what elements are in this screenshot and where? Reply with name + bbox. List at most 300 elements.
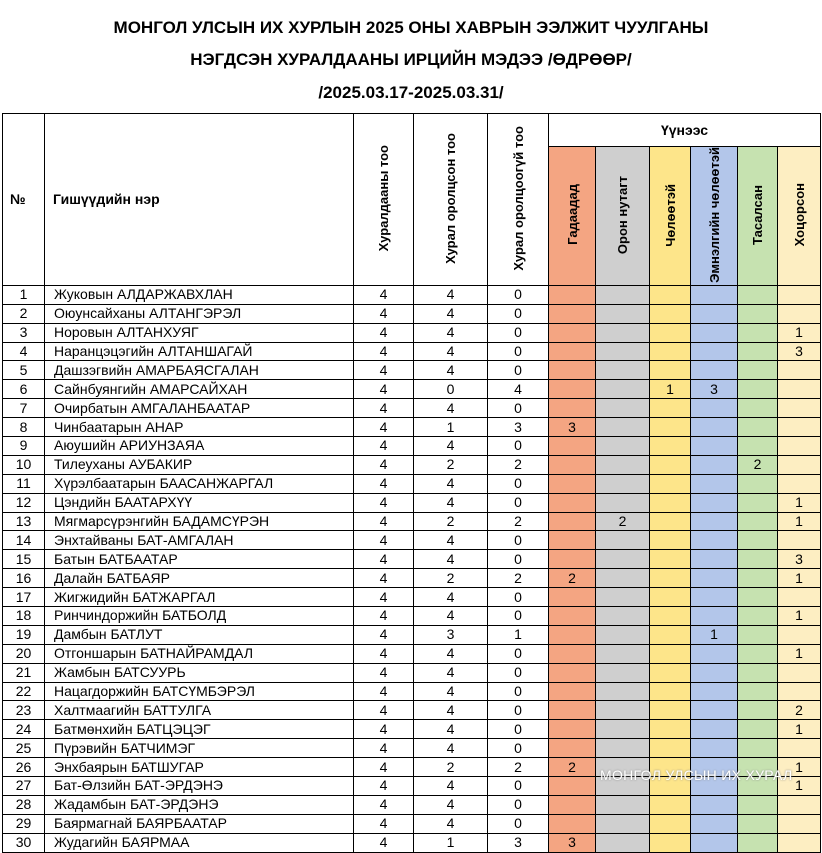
reason-sick-leave-count (691, 436, 738, 455)
watermark: МОНГОЛ УЛСЫН ИХ ХУРАЛ (600, 767, 793, 783)
reason-leave-count (650, 323, 691, 342)
table-row (3, 550, 821, 569)
table-row (3, 625, 821, 644)
table-row (3, 455, 821, 474)
reason-truant-count (738, 720, 778, 739)
row-number: 14 (3, 531, 45, 550)
row-number: 20 (3, 644, 45, 663)
reason-late-count (778, 361, 821, 380)
sessions-count: 4 (354, 304, 414, 323)
row-number: 7 (3, 399, 45, 418)
row-number: 12 (3, 493, 45, 512)
reason-leave-count: 1 (650, 380, 691, 399)
attended-count: 1 (414, 418, 488, 437)
reason-sick-leave-count (691, 607, 738, 626)
reason-truant-count (738, 493, 778, 512)
attended-count: 4 (414, 720, 488, 739)
row-number: 5 (3, 361, 45, 380)
sessions-count: 4 (354, 550, 414, 569)
reason-local-area-count (596, 777, 650, 796)
sessions-count: 4 (354, 418, 414, 437)
reason-truant-count (738, 777, 778, 796)
reason-leave-count (650, 814, 691, 833)
reason-sick-leave-count (691, 739, 738, 758)
sessions-count: 4 (354, 795, 414, 814)
table-row (3, 474, 821, 493)
sessions-count: 4 (354, 285, 414, 304)
absent-count: 0 (488, 682, 549, 701)
header-attended: Хурал оролцсон тоо (414, 114, 488, 286)
reason-local-area-count (596, 493, 650, 512)
reason-abroad-count (549, 701, 596, 720)
reason-local-area-count (596, 833, 650, 852)
reason-leave-count (650, 550, 691, 569)
attended-count: 4 (414, 399, 488, 418)
row-number: 27 (3, 777, 45, 796)
row-number: 2 (3, 304, 45, 323)
reason-truant-count (738, 663, 778, 682)
absent-count: 2 (488, 455, 549, 474)
table-row (3, 512, 821, 531)
member-name: Бат-Өлзийн БАТ-ЭРДЭНЭ (45, 777, 354, 796)
reason-local-area-count (596, 682, 650, 701)
attended-count: 4 (414, 285, 488, 304)
absent-count: 0 (488, 777, 549, 796)
reason-abroad-count (549, 795, 596, 814)
row-number: 19 (3, 625, 45, 644)
row-number: 1 (3, 285, 45, 304)
reason-truant-count (738, 625, 778, 644)
reason-sick-leave-count (691, 663, 738, 682)
title-line-1: МОНГОЛ УЛСЫН ИХ ХУРЛЫН 2025 ОНЫ ХАВРЫН ЭЭЛЖИТ ЧУУЛГАНЫ (113, 18, 709, 37)
row-number: 4 (3, 342, 45, 361)
sessions-count: 4 (354, 436, 414, 455)
reason-sick-leave-count (691, 418, 738, 437)
absent-count: 0 (488, 644, 549, 663)
reason-sick-leave-count (691, 285, 738, 304)
absent-count: 3 (488, 833, 549, 852)
title-date-range: /2025.03.17-2025.03.31/ (318, 83, 504, 102)
reason-truant-count (738, 342, 778, 361)
attended-count: 4 (414, 795, 488, 814)
absent-count: 2 (488, 758, 549, 777)
row-number: 30 (3, 833, 45, 852)
member-name: Чинбаатарын АНАР (45, 418, 354, 437)
table-row (3, 493, 821, 512)
reason-abroad-count (549, 474, 596, 493)
reason-late-count: 1 (778, 607, 821, 626)
row-number: 8 (3, 418, 45, 437)
member-name: Далайн БАТБАЯР (45, 569, 354, 588)
reason-leave-count (650, 625, 691, 644)
reason-leave-count (650, 682, 691, 701)
reason-local-area-count (596, 455, 650, 474)
member-name: Батмөнхийн БАТЦЭЦЭГ (45, 720, 354, 739)
reason-abroad-count (549, 361, 596, 380)
reason-leave-count (650, 833, 691, 852)
member-name: Энхбаярын БАТШУГАР (45, 758, 354, 777)
reason-leave-count (650, 569, 691, 588)
reason-abroad-count (549, 493, 596, 512)
reason-late-count (778, 531, 821, 550)
row-number: 18 (3, 607, 45, 626)
reason-abroad-count: 3 (549, 418, 596, 437)
row-number: 17 (3, 588, 45, 607)
attended-count: 4 (414, 304, 488, 323)
absent-count: 4 (488, 380, 549, 399)
reason-local-area-count (596, 569, 650, 588)
table-row (3, 361, 821, 380)
absent-count: 0 (488, 588, 549, 607)
reason-abroad-count (549, 455, 596, 474)
sessions-count: 4 (354, 512, 414, 531)
sessions-count: 4 (354, 777, 414, 796)
table-row (3, 342, 821, 361)
reason-abroad-count (549, 304, 596, 323)
sessions-count: 4 (354, 361, 414, 380)
reason-late-count: 3 (778, 550, 821, 569)
attended-count: 2 (414, 455, 488, 474)
reason-abroad-count: 3 (549, 833, 596, 852)
absent-count: 0 (488, 814, 549, 833)
reason-sick-leave-count (691, 814, 738, 833)
reason-leave-count (650, 588, 691, 607)
reason-truant-count (738, 399, 778, 418)
attended-count: 0 (414, 380, 488, 399)
header-reason-local-area: Орон нутагт (596, 147, 650, 286)
reason-late-count (778, 285, 821, 304)
reason-abroad-count (549, 531, 596, 550)
sessions-count: 4 (354, 701, 414, 720)
reason-late-count: 1 (778, 569, 821, 588)
row-number: 23 (3, 701, 45, 720)
reason-truant-count (738, 682, 778, 701)
header-reason-truant: Тасалсан (738, 147, 778, 286)
attended-count: 4 (414, 663, 488, 682)
absent-count: 0 (488, 493, 549, 512)
reason-truant-count (738, 380, 778, 399)
reason-abroad-count (549, 607, 596, 626)
reason-late-count (778, 455, 821, 474)
reason-local-area-count (596, 361, 650, 380)
reason-abroad-count (549, 777, 596, 796)
reason-leave-count (650, 342, 691, 361)
sessions-count: 4 (354, 833, 414, 852)
row-number: 10 (3, 455, 45, 474)
reason-truant-count (738, 758, 778, 777)
reason-abroad-count (549, 644, 596, 663)
absent-count: 0 (488, 399, 549, 418)
reason-local-area-count (596, 531, 650, 550)
attended-count: 4 (414, 588, 488, 607)
table-row (3, 399, 821, 418)
reason-sick-leave-count (691, 361, 738, 380)
absent-count: 3 (488, 418, 549, 437)
table-row (3, 436, 821, 455)
reason-sick-leave-count (691, 531, 738, 550)
reason-late-count: 1 (778, 323, 821, 342)
member-name: Батын БАТБААТАР (45, 550, 354, 569)
reason-late-count: 1 (778, 720, 821, 739)
reason-truant-count (738, 550, 778, 569)
sessions-count: 4 (354, 720, 414, 739)
reason-local-area-count (596, 550, 650, 569)
absent-count: 0 (488, 531, 549, 550)
header-reason-sick-leave: Эмнэлгийн чөлөөтэй (691, 147, 738, 286)
reason-late-count (778, 399, 821, 418)
table-row (3, 701, 821, 720)
reason-local-area-count (596, 285, 650, 304)
reason-leave-count (650, 720, 691, 739)
reason-local-area-count (596, 701, 650, 720)
reason-truant-count (738, 569, 778, 588)
reason-abroad-count (549, 550, 596, 569)
reason-late-count (778, 588, 821, 607)
attended-count: 4 (414, 342, 488, 361)
table-row (3, 569, 821, 588)
reason-sick-leave-count (691, 550, 738, 569)
absent-count: 2 (488, 512, 549, 531)
reason-leave-count (650, 418, 691, 437)
sessions-count: 4 (354, 607, 414, 626)
absent-count: 0 (488, 323, 549, 342)
table-row (3, 663, 821, 682)
reason-late-count: 1 (778, 493, 821, 512)
header-reasons-group: Үүнээс (549, 114, 821, 147)
reason-truant-count (738, 361, 778, 380)
member-name: Дашзэгвийн АМАРБАЯСГАЛАН (45, 361, 354, 380)
member-name: Жадамбын БАТ-ЭРДЭНЭ (45, 795, 354, 814)
reason-leave-count (650, 777, 691, 796)
reason-late-count (778, 380, 821, 399)
row-number: 25 (3, 739, 45, 758)
attended-count: 4 (414, 531, 488, 550)
header-absent: Хурал оролцоогүй тоо (488, 114, 549, 286)
row-number: 15 (3, 550, 45, 569)
sessions-count: 4 (354, 493, 414, 512)
sessions-count: 4 (354, 682, 414, 701)
reason-late-count (778, 814, 821, 833)
table-row (3, 720, 821, 739)
table-row (3, 418, 821, 437)
attended-count: 2 (414, 569, 488, 588)
reason-local-area-count (596, 323, 650, 342)
member-name: Нацагдоржийн БАТСҮМБЭРЭЛ (45, 682, 354, 701)
reason-late-count: 2 (778, 701, 821, 720)
absent-count: 0 (488, 795, 549, 814)
row-number: 26 (3, 758, 45, 777)
member-name: Энхтайваны БАТ-АМГАЛАН (45, 531, 354, 550)
reason-leave-count (650, 795, 691, 814)
row-number: 24 (3, 720, 45, 739)
absent-count: 0 (488, 550, 549, 569)
table-row (3, 739, 821, 758)
reason-truant-count (738, 418, 778, 437)
reason-sick-leave-count (691, 777, 738, 796)
attended-count: 4 (414, 739, 488, 758)
header-member-name: Гишүүдийн нэр (45, 114, 354, 286)
sessions-count: 4 (354, 399, 414, 418)
reason-abroad-count: 2 (549, 758, 596, 777)
reason-leave-count (650, 531, 691, 550)
reason-leave-count (650, 701, 691, 720)
reason-sick-leave-count (691, 588, 738, 607)
title-line-2: НЭГДСЭН ХУРАЛДААНЫ ИРЦИЙН МЭДЭЭ /ӨДРӨӨР/ (190, 50, 632, 69)
header-sessions: Хуралдааны тоо (354, 114, 414, 286)
absent-count: 0 (488, 474, 549, 493)
reason-sick-leave-count (691, 833, 738, 852)
sessions-count: 4 (354, 380, 414, 399)
reason-truant-count (738, 833, 778, 852)
reason-abroad-count (549, 436, 596, 455)
absent-count: 0 (488, 361, 549, 380)
reason-sick-leave-count (691, 644, 738, 663)
reason-leave-count (650, 663, 691, 682)
reason-local-area-count: 2 (596, 512, 650, 531)
table-row (3, 777, 821, 796)
attended-count: 4 (414, 682, 488, 701)
reason-leave-count (650, 739, 691, 758)
reason-truant-count (738, 474, 778, 493)
sessions-count: 4 (354, 758, 414, 777)
header-reason-abroad: Гадаадад (549, 147, 596, 286)
reason-local-area-count (596, 474, 650, 493)
reason-local-area-count (596, 418, 650, 437)
member-name: Жуковын АЛДАРЖАВХЛАН (45, 285, 354, 304)
absent-count: 1 (488, 625, 549, 644)
reason-late-count (778, 418, 821, 437)
reason-sick-leave-count (691, 720, 738, 739)
row-number: 13 (3, 512, 45, 531)
table-row (3, 380, 821, 399)
reason-sick-leave-count (691, 795, 738, 814)
reason-local-area-count (596, 795, 650, 814)
reason-truant-count (738, 644, 778, 663)
reason-truant-count (738, 304, 778, 323)
table-row (3, 814, 821, 833)
reason-local-area-count (596, 342, 650, 361)
table-row (3, 833, 821, 852)
reason-late-count (778, 625, 821, 644)
reason-leave-count (650, 399, 691, 418)
reason-local-area-count (596, 304, 650, 323)
member-name: Жудагийн БАЯРМАА (45, 833, 354, 852)
reason-late-count (778, 663, 821, 682)
reason-sick-leave-count (691, 399, 738, 418)
reason-sick-leave-count (691, 701, 738, 720)
table-row (3, 607, 821, 626)
attended-count: 2 (414, 758, 488, 777)
reason-local-area-count (596, 380, 650, 399)
row-number: 11 (3, 474, 45, 493)
row-number: 28 (3, 795, 45, 814)
absent-count: 0 (488, 701, 549, 720)
member-name: Жигжидийн БАТЖАРГАЛ (45, 588, 354, 607)
header-reason-late: Хоцорсон (778, 147, 821, 286)
table-row (3, 682, 821, 701)
member-name: Оюунсайханы АЛТАНГЭРЭЛ (45, 304, 354, 323)
reason-local-area-count (596, 625, 650, 644)
absent-count: 0 (488, 285, 549, 304)
reason-abroad-count (549, 588, 596, 607)
reason-late-count: 1 (778, 758, 821, 777)
row-number: 29 (3, 814, 45, 833)
member-name: Отгоншарын БАТНАЙРАМДАЛ (45, 644, 354, 663)
reason-leave-count (650, 512, 691, 531)
reason-sick-leave-count (691, 512, 738, 531)
reason-late-count: 1 (778, 644, 821, 663)
reason-abroad-count (549, 739, 596, 758)
table-row (3, 304, 821, 323)
reason-abroad-count: 2 (549, 569, 596, 588)
absent-count: 0 (488, 304, 549, 323)
reason-truant-count (738, 588, 778, 607)
reason-leave-count (650, 304, 691, 323)
reason-local-area-count (596, 436, 650, 455)
member-name: Аюушийн АРИУНЗАЯА (45, 436, 354, 455)
reason-abroad-count (549, 285, 596, 304)
reason-abroad-count (549, 720, 596, 739)
sessions-count: 4 (354, 455, 414, 474)
reason-truant-count: 2 (738, 455, 778, 474)
reason-truant-count (738, 512, 778, 531)
reason-late-count (778, 436, 821, 455)
reason-sick-leave-count (691, 569, 738, 588)
sessions-count: 4 (354, 644, 414, 663)
sessions-count: 4 (354, 814, 414, 833)
reason-late-count (778, 833, 821, 852)
row-number: 3 (3, 323, 45, 342)
sessions-count: 4 (354, 531, 414, 550)
reason-local-area-count (596, 720, 650, 739)
reason-truant-count (738, 285, 778, 304)
attended-count: 4 (414, 644, 488, 663)
reason-truant-count (738, 323, 778, 342)
reason-leave-count (650, 436, 691, 455)
reason-local-area-count (596, 739, 650, 758)
reason-abroad-count (549, 380, 596, 399)
header-reason-leave: Чөлөөтэй (650, 147, 691, 286)
reason-leave-count (650, 758, 691, 777)
reason-local-area-count (596, 588, 650, 607)
member-name: Цэндийн БААТАРХҮҮ (45, 493, 354, 512)
reason-late-count (778, 795, 821, 814)
reason-abroad-count (549, 512, 596, 531)
table-row (3, 285, 821, 304)
reason-leave-count (650, 285, 691, 304)
reason-local-area-count (596, 644, 650, 663)
reason-truant-count (738, 701, 778, 720)
reason-abroad-count (549, 399, 596, 418)
reason-sick-leave-count: 3 (691, 380, 738, 399)
absent-count: 0 (488, 720, 549, 739)
attended-count: 4 (414, 493, 488, 512)
attended-count: 4 (414, 361, 488, 380)
reason-late-count: 1 (778, 777, 821, 796)
table-row (3, 531, 821, 550)
sessions-count: 4 (354, 663, 414, 682)
reason-leave-count (650, 455, 691, 474)
member-name: Хүрэлбаатарын БААСАНЖАРГАЛ (45, 474, 354, 493)
table-row (3, 795, 821, 814)
row-number: 9 (3, 436, 45, 455)
member-name: Тилеуханы АУБАКИР (45, 455, 354, 474)
attended-count: 4 (414, 323, 488, 342)
attended-count: 4 (414, 550, 488, 569)
row-number: 16 (3, 569, 45, 588)
table-row (3, 588, 821, 607)
reason-leave-count (650, 361, 691, 380)
